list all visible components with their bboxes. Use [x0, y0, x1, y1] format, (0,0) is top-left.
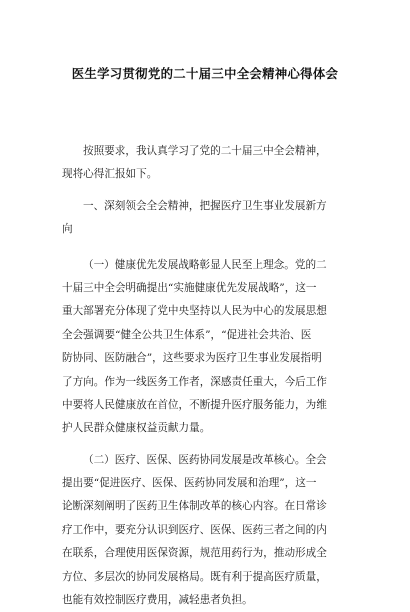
text-line: 防协同、医防融合”，这些要求为医疗卫生事业发展指明 — [62, 352, 322, 365]
text-line: 向 — [62, 223, 73, 236]
text-line: 按照要求，我认真学习了党的二十届三中全会精神， — [83, 145, 327, 157]
text-line: 中要将人民健康放在首位，不断提升医疗服务能力，为维 — [62, 398, 327, 411]
text-line: 方位、多层次的协同发展格局。既有利于提高医疗质量， — [62, 570, 327, 583]
text-line: 论断深刻阐明了医药卫生体制改革的核心内容。在日常诊 — [62, 500, 327, 513]
text-line: 了方向。作为一线医务工作者，深感责任重大，今后工作 — [62, 375, 327, 388]
paragraph-2 — [62, 449, 354, 612]
text-line: 重大部署充分体现了党中央坚持以人民为中心的发展思想 — [62, 305, 327, 318]
text-line: 疗工作中，要充分认识到医疗、医保、医药三者之间的内 — [62, 523, 327, 536]
text-line: 在联系，合理使用医保资源，规范用药行为，推动形成全 — [62, 547, 327, 560]
section-heading — [62, 195, 354, 242]
text-line: 也能有效控制医疗费用，减轻患者负担。 — [62, 594, 253, 607]
text-line: 提出要“促进医疗、医保、医药协同发展和治理”，这一 — [62, 477, 317, 490]
paragraph-1 — [62, 254, 354, 441]
text-line: 一、深刻领会全会精神，把握医疗卫生事业发展新方 — [83, 199, 327, 212]
document-body — [62, 140, 354, 612]
text-line: 全会强调要“健全公共卫生体系”，“促进社会共治、医 — [62, 328, 312, 341]
text-line: （二）医疗、医保、医药协同发展是改革核心。全会 — [83, 453, 327, 466]
text-line: 现将心得汇报如下。 — [62, 168, 158, 181]
text-line: （一）健康优先发展战略彰显人民至上理念。党的二 — [83, 258, 327, 271]
document-title: 医生学习贯彻党的二十届三中全会精神心得体会 — [71, 66, 339, 81]
intro-paragraph — [62, 140, 354, 187]
text-line: 护人民群众健康权益贡献力量。 — [62, 422, 211, 435]
text-line: 十届三中全会明确提出“实施健康优先发展战略”，这一 — [62, 281, 317, 294]
